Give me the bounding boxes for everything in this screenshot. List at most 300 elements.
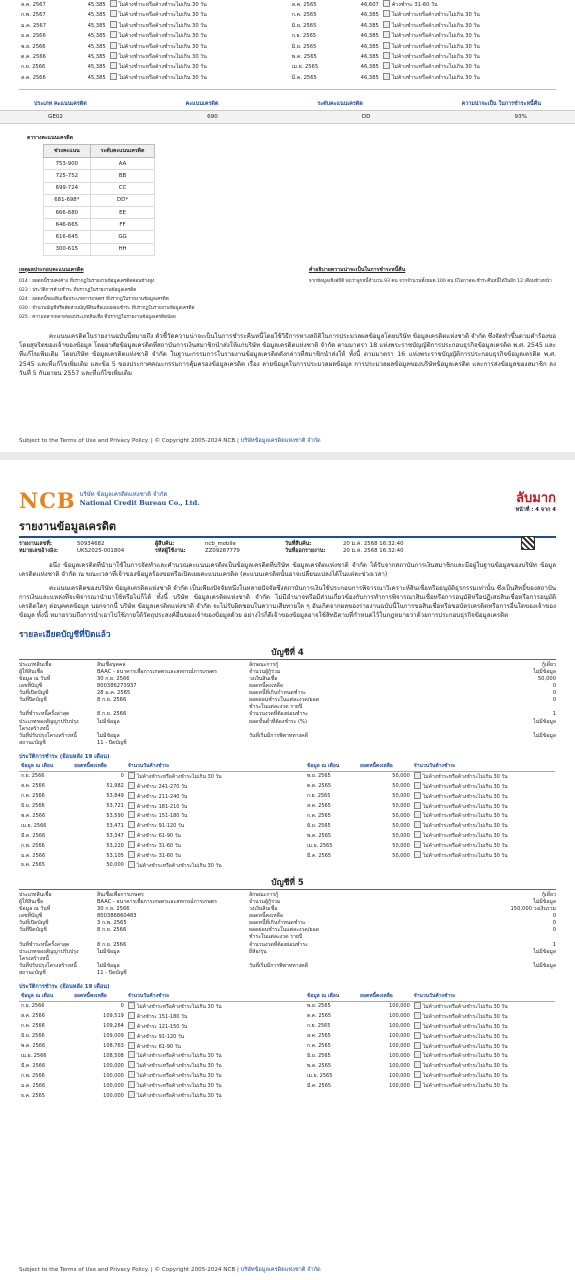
detail-value: 1 [552,711,556,718]
month-cell: ก.ค. 2566 [21,793,45,800]
score-level: BB [90,170,155,182]
detail-value: ไม่มีข้อมูล [533,948,556,955]
status-cell [108,42,283,52]
status-cell [108,0,283,10]
status-left: ไม่ค้างชำระหรือค้างชำระไม่เกิน 30 วัน [136,862,222,869]
balance-cell: 46,385 [360,74,379,81]
status-checkbox-icon [128,1081,135,1088]
detail-label: ประเภทของสัญญาปรับปรุงโครงสร้างหนี้ [19,948,79,962]
column-header: จำนวนวันค้างชำระ [126,762,269,771]
column-header: ข้อมูล ณ เดือน [19,992,72,1001]
status-cell [108,52,283,62]
detail-label [249,970,331,977]
month-cell: มี.ค. 2566 [21,832,46,839]
month-cell: เม.ย. 2565 [306,842,333,849]
spacer [269,1012,305,1022]
meta-label: ผู้สืบค้น: [155,541,175,547]
company-name-th: บริษัท ข้อมูลเครดิตแห่งชาติ จำกัด [79,491,168,498]
table-row [19,1012,555,1022]
balance-cell: 50,000 [106,862,124,869]
balance-cell: 100,000 [103,1062,124,1069]
month-cell: ม.ค. 2566 [21,852,46,859]
score-reasons-title: เหตุผลประกอบคะแนนเครดิต [19,266,84,273]
balance-cell: 45,385 [87,2,106,8]
balance-cell: 50,000 [392,783,410,790]
month-cell: มี.ค. 2565 [291,74,317,81]
balance-cell: 100,000 [103,1082,124,1089]
status-cell [126,1071,269,1081]
status-checkbox-icon [414,851,421,858]
status-right: ไม่ค้างชำระหรือค้างชำระไม่เกิน 30 วัน [422,823,508,830]
payment-history-title: ประวัติการชำระ (ย้อนหลัง 19 เดือน) [19,753,110,760]
spacer [269,831,305,841]
balance-cell: 100,000 [389,1082,410,1089]
month-cell: มิ.ย. 2565 [306,1052,331,1059]
table-row [19,1051,555,1061]
detail-label: จำนวนงวดที่ต้องผ่อนชำระ [249,711,308,718]
status-left: ไม่ค้างชำระหรือค้างชำระไม่เกิน 30 วัน [136,1053,222,1060]
status-right: ไม่ค้างชำระหรือค้างชำระไม่เกิน 30 วัน [391,54,480,61]
table-row [19,62,556,72]
balance-cell: 45,385 [87,33,106,40]
detail-value: 11 - ปิดบัญชี [97,739,127,746]
detail-label: วันที่ชำระหนี้ครั้งล่าสุด [19,941,70,948]
month-cell: ก.ย. 2565 [306,793,331,800]
balance-cell: 53,721 [106,803,124,810]
status-cell [412,1022,555,1032]
spacer [269,851,305,861]
reason-item: 024 : ยอดหนี้ของสินเชื่อประเภทการเกษตร ที่ปรากฏในรายงานข้อมูลเครดิต [19,296,169,302]
month-cell: ก.พ. 2566 [21,1072,45,1079]
month-cell: เม.ย. 2565 [291,64,319,71]
status-checkbox-icon [383,62,390,69]
status-cell [126,1061,269,1071]
balance-cell: 46,385 [360,33,379,40]
status-cell [126,851,269,861]
status-checkbox-icon [414,831,421,838]
detail-value: ไม่มีข้อมูล [533,898,556,905]
status-cell [381,10,556,20]
column-header: จำนวนวันค้างชำระ [126,992,269,1001]
status-checkbox-icon [128,1071,135,1078]
detail-value: 30 ก.ย. 2566 [97,675,130,682]
table-row [19,782,555,792]
status-checkbox-icon [414,1042,421,1049]
status-left: ไม่ค้างชำระหรือค้างชำระไม่เกิน 30 วัน [118,74,207,81]
status-checkbox-icon [128,1042,135,1049]
detail-value: ไม่มีข้อมูล [533,732,556,739]
spacer [269,1071,305,1081]
grade-table-title: ตารางคะแนนเครดิต [27,135,73,142]
balance-cell: 45,385 [87,22,106,29]
table-row [19,1042,555,1052]
detail-label: สถานะบัญชี [19,739,46,746]
status-checkbox-icon [414,1051,421,1058]
status-right: ไม่ค้างชำระหรือค้างชำระไม่เกิน 30 วัน [422,803,508,810]
table-row [19,0,556,10]
status-left: ไม่ค้างชำระหรือค้างชำระไม่เกิน 30 วัน [118,12,207,19]
status-checkbox-icon [414,1032,421,1039]
status-left: ค้างชำระ 151-180 วัน [136,813,188,820]
footer-link[interactable]: บริษัทข้อมูลเครดิตแห่งชาติ จำกัด [240,438,321,444]
status-right: ไม่ค้างชำระหรือค้างชำระไม่เกิน 30 วัน [422,1043,508,1050]
month-cell [305,861,358,871]
meta-label: รหัสผู้ใช้งาน: [155,548,186,554]
table-row [19,1071,555,1081]
status-right: ไม่ค้างชำระหรือค้างชำระไม่เกิน 30 วัน [422,813,508,820]
status-cell [412,1061,555,1071]
month-cell: ก.ย. 2566 [21,64,46,71]
detail-label: ยอดขั้นต่ำที่ต้องชำระ (%) [249,718,307,725]
table-row [44,219,155,231]
status-left: ไม่ค้างชำระหรือค้างชำระไม่เกิน 30 วัน [136,1003,222,1010]
status-checkbox-icon [414,782,421,789]
table-row [19,73,556,83]
balance-cell: 53,105 [106,852,124,859]
status-right: ไม่ค้างชำระหรือค้างชำระไม่เกิน 30 วัน [422,1033,508,1040]
status-left: ค้างชำระ 241-270 วัน [136,783,188,790]
status-checkbox-icon [383,42,390,49]
balance-cell: 53,471 [106,822,124,829]
status-cell [126,802,269,812]
detail-label: ประเภทของสัญญาปรับปรุงโครงสร้างหนี้ [19,718,79,732]
status-checkbox-icon [414,802,421,809]
balance-cell: 100,000 [103,1072,124,1079]
status-checkbox-icon [383,52,390,59]
reason-item: 023 : ประวัติการค้างชำระ ที่ปรากฏในรายงานข้อมูลเครดิต [19,287,137,293]
grade-col-level: ระดับคะแนนเครดิต [90,145,155,158]
month-cell: ม.ค. 2567 [21,22,47,29]
month-cell: ธ.ค. 2566 [21,33,46,40]
detail-value: 0 [552,913,556,920]
status-checkbox-icon [110,0,117,7]
detail-label: วันที่เปิดบัญชี [19,920,49,927]
status-checkbox-icon [110,42,117,49]
detail-value: ไม่มีข้อมูล [533,962,556,969]
report-page-3 [0,0,575,452]
status-left: ไม่ค้างชำระหรือค้างชำระไม่เกิน 30 วัน [118,64,207,71]
status-checkbox-icon [414,1022,421,1029]
status-checkbox-icon [414,811,421,818]
summary-header: ระดับคะแนนเครดิต [317,101,363,108]
spacer [269,762,305,771]
table-row [44,194,155,206]
qr-code-icon [521,536,535,550]
summary-header: ความน่าจะเป็น ในการชำระหนี้คืน [461,101,541,108]
detail-label: ยอดหนี้ที่เกินกำหนดชำระ [249,690,306,697]
table-row [19,52,556,62]
status-cell [412,782,555,792]
detail-label: จำนวนผู้กู้ร่วม [249,898,281,905]
reason-item: 014 : ยอดหนี้รวมคงค้าง ที่ปรากฏในรายงานข้อมูลเครดิตค่อนข้างสูง [19,278,155,284]
status-cell [412,802,555,812]
detail-value: ไม่มีข้อมูล [533,718,556,725]
table-row [19,1022,555,1032]
month-cell: ส.ค. 2567 [21,2,46,8]
balance-cell: 45,385 [87,64,106,71]
balance-cell [358,1091,412,1101]
month-cell: ก.ย. 2566 [21,1003,45,1010]
status-left: ไม่ค้างชำระหรือค้างชำระไม่เกิน 30 วัน [136,773,222,780]
status-left: ค้างชำระ 211-240 วัน [136,793,188,800]
spacer [269,802,305,812]
spacer [269,992,305,1001]
status-checkbox-icon [110,21,117,28]
detail-label [249,740,331,747]
status-checkbox-icon [383,21,390,28]
balance-cell: 50,000 [392,803,410,810]
month-cell: มิ.ย. 2565 [291,22,317,29]
table-row [19,811,555,821]
status-checkbox-icon [128,851,135,858]
credit-score-summary-header [0,100,575,108]
detail-value: 28 ม.ค. 2565 [97,690,131,697]
detail-value: 800386860483 [97,913,137,920]
spacer [283,62,290,72]
detail-value: สินเชื่อบุคคล [97,661,126,668]
detail-value: 30 ก.ย. 2566 [97,906,130,913]
spacer [269,1051,305,1061]
spacer [269,771,305,781]
status-checkbox-icon [128,1091,135,1098]
status-cell [412,1032,555,1042]
status-cell [126,831,269,841]
divider [19,89,556,90]
balance-cell: 46,385 [360,64,379,71]
status-cell [126,821,269,831]
status-checkbox-icon [128,802,135,809]
footer-text: Subject to the Terms of Use and Privacy Policy. | © Copyright 2005-2024 NCB | [19,438,239,444]
month-cell: ม.ค. 2566 [21,1082,46,1089]
status-right: ไม่ค้างชำระหรือค้างชำระไม่เกิน 30 วัน [422,1073,508,1080]
month-cell: มี.ค. 2565 [306,852,332,859]
balance-cell: 109,264 [103,1023,124,1030]
balance-cell: 50,000 [392,842,410,849]
balance-cell: 53,849 [106,793,124,800]
detail-label: วงเงินสินเชื่อ [249,906,278,913]
status-cell [108,21,283,31]
score-range: 616-645 [44,231,91,243]
detail-label: ลักษณะการกู้ [249,891,279,898]
status-left: ไม่ค้างชำระหรือค้างชำระไม่เกิน 30 วัน [118,22,207,29]
status-cell [126,771,269,781]
status-left: ค้างชำระ 151-180 วัน [136,1013,188,1020]
spacer [269,1001,305,1011]
status-cell [381,31,556,41]
footer-link[interactable]: บริษัทข้อมูลเครดิตแห่งชาติ จำกัด [240,1267,321,1273]
detail-label: ประเภทสินเชื่อ [19,661,52,668]
score-range: 666-680 [44,207,91,219]
table-row [19,802,555,812]
month-cell: เม.ย. 2565 [306,1072,333,1079]
detail-label: ยอดหนี้ที่เกินกำหนดชำระ [249,920,306,927]
detail-label: วันที่เริ่มมีการพิพาททางคดี [249,962,308,969]
status-checkbox-icon [414,1071,421,1078]
month-cell: พ.ย. 2565 [306,773,331,780]
score-range: 300-615 [44,243,91,255]
balance-cell: 53,590 [106,812,124,819]
month-cell: ส.ค. 2566 [21,783,45,790]
status-cell [126,841,269,851]
detail-value: 0 [552,920,556,927]
balance-cell: 46,607 [360,2,379,8]
month-cell: มี.ค. 2566 [21,1062,46,1069]
table-row [44,182,155,194]
status-checkbox-icon [128,1051,135,1058]
month-cell: ต.ค. 2566 [21,54,46,61]
status-cell [381,73,556,83]
detail-value [331,970,556,977]
status-left: ไม่ค้างชำระหรือค้างชำระไม่เกิน 30 วัน [136,1083,222,1090]
detail-label: วันที่ปิดบัญชี [19,927,47,934]
confidential-label: ลับมาก [516,491,556,506]
detail-label: ข้อมูล ณ วันที่ [19,906,51,913]
footer [19,1266,321,1274]
balance-cell: 0 [120,1003,124,1010]
status-cell [108,10,283,20]
spacer [269,861,305,871]
detail-label: ผู้ให้สินเชื่อ [19,898,44,905]
spacer [283,0,290,10]
status-cell [381,21,556,31]
status-checkbox-icon [414,821,421,828]
table-row [19,31,556,41]
table-row [19,1091,555,1101]
detail-value: 8 ก.ย. 2566 [97,941,127,948]
column-header: ยอดหนี้คงเหลือ [72,992,126,1001]
month-cell: พ.ค. 2565 [291,54,317,61]
month-cell: มิ.ย. 2565 [306,822,331,829]
meta-label: หมายเลขอ้างอิง: [19,548,59,554]
month-cell: มิ.ย. 2566 [21,803,45,810]
status-left: ไม่ค้างชำระหรือค้างชำระไม่เกิน 30 วัน [118,43,207,50]
status-left: ค้างชำระ 61-90 วัน [136,1043,181,1050]
status-checkbox-icon [414,772,421,779]
detail-label: ยอดหนี้คงเหลือ [249,683,283,690]
status-checkbox-icon [128,1032,135,1039]
month-cell: ส.ค. 2566 [21,74,46,81]
status-right: ไม่ค้างชำระหรือค้างชำระไม่เกิน 30 วัน [422,1013,508,1020]
detail-value: กู้เดี่ยว [541,661,556,668]
status-checkbox-icon [414,792,421,799]
summary-value: 690 [207,114,218,121]
detail-value: 50,000 [537,675,556,682]
month-cell: ก.ค. 2565 [291,12,317,19]
month-cell: มิ.ย. 2566 [21,1033,45,1040]
balance-cell: 50,000 [392,812,410,819]
detail-value: 8 ก.ย. 2566 [97,697,127,704]
balance-cell: 109,519 [103,1013,124,1020]
status-right: ไม่ค้างชำระหรือค้างชำระไม่เกิน 30 วัน [391,12,480,19]
status-checkbox-icon [414,1002,421,1009]
score-level: HH [90,243,155,255]
detail-value: สินเชื่อเพื่อการเกษตร [97,891,144,898]
account-title: บัญชีที่ 4 [19,645,556,660]
spacer [269,782,305,792]
score-range: 725-752 [44,170,91,182]
table-row [44,243,155,255]
status-checkbox-icon [128,1002,135,1009]
status-cell [108,73,283,83]
status-checkbox-icon [414,1012,421,1019]
month-cell: ส.ค. 2565 [291,2,317,8]
meta-value: 50934682 [77,541,105,547]
detail-label: สถานะบัญชี [19,969,46,976]
status-cell [126,782,269,792]
month-cell: เม.ย. 2566 [21,822,47,829]
spacer [283,31,290,41]
spacer [283,10,290,20]
detail-value: 0 [552,683,556,690]
month-cell: พ.ย. 2565 [306,1003,331,1010]
detail-label: จำนวนผู้กู้ร่วม [249,668,281,675]
balance-cell: 50,000 [392,852,410,859]
status-right: ไม่ค้างชำระหรือค้างชำระไม่เกิน 30 วัน [391,74,480,81]
detail-value: 0 [552,690,556,697]
balance-cell: 45,385 [87,43,106,50]
status-cell [412,821,555,831]
company-name [80,490,200,508]
status-cell [126,1032,269,1042]
closed-accounts-title: รายละเอียดบัญชีที่ปิดแล้ว [19,628,111,639]
score-reasons [19,266,291,322]
balance-cell: 100,000 [389,1043,410,1050]
month-cell: พ.ค. 2565 [306,1062,332,1069]
status-cell [126,1042,269,1052]
company-name-en: National Credit Bureau Co., Ltd. [79,499,200,507]
meta-value: UKS2025-001804 [77,548,125,554]
status-left: ค้างชำระ 31-60 วัน [136,853,181,860]
status-checkbox-icon [110,31,117,38]
probability-text: จากข้อมูลเชิงสถิติ พบว่าลูกหนี้จำนวน 93 คน จากจำนวนทั้งหมด 100 คน มีโอกาสจะชำระคืนหนี้ได้ในอีก 12 เดือนข้างหน้า [308,278,552,284]
column-header: ยอดหนี้คงเหลือ [72,762,126,771]
detail-value: 8 ก.ย. 2566 [97,711,127,718]
month-cell: มิ.ย. 2565 [291,43,317,50]
balance-cell: 0 [120,773,124,780]
spacer [269,1061,305,1071]
status-cell [412,1042,555,1052]
column-header: ข้อมูล ณ เดือน [19,762,72,771]
meta-value: ZZ09287779 [205,548,240,554]
score-range: 699-724 [44,182,91,194]
status-left: ไม่ค้างชำระหรือค้างชำระไม่เกิน 30 วัน [118,2,207,8]
balance-cell: 51,982 [106,783,124,790]
detail-label: วันที่ชำระหนี้ครั้งล่าสุด [19,711,70,718]
table-row [19,851,555,861]
status-right: ไม่ค้างชำระหรือค้างชำระไม่เกิน 30 วัน [391,33,480,40]
table-row [19,21,556,31]
balance-cell: 46,385 [360,22,379,29]
detail-value: 800386273937 [97,683,137,690]
spacer [269,1032,305,1042]
table-row [19,861,555,871]
status-cell [126,1012,269,1022]
detail-label: ยอดหนี้คงเหลือ [249,913,283,920]
status-checkbox-icon [383,10,390,17]
score-level: AA [90,158,155,170]
detail-label: วงเงินสินเชื่อ [249,675,278,682]
grade-table [43,144,155,256]
month-cell: พ.ค. 2566 [21,1043,46,1050]
detail-label: ยอดผ่อนชำระในแต่ละงวด/ยอดชำระในแต่ละงวด รายปี [249,927,320,941]
report-page-4 [0,460,575,1280]
table-row [19,10,556,20]
balance-cell: 50,000 [392,832,410,839]
status-checkbox-icon [383,0,390,7]
balance-cell: 100,000 [389,1003,410,1010]
detail-value: 11 - ปิดบัญชี [97,969,127,976]
status-checkbox-icon [128,831,135,838]
